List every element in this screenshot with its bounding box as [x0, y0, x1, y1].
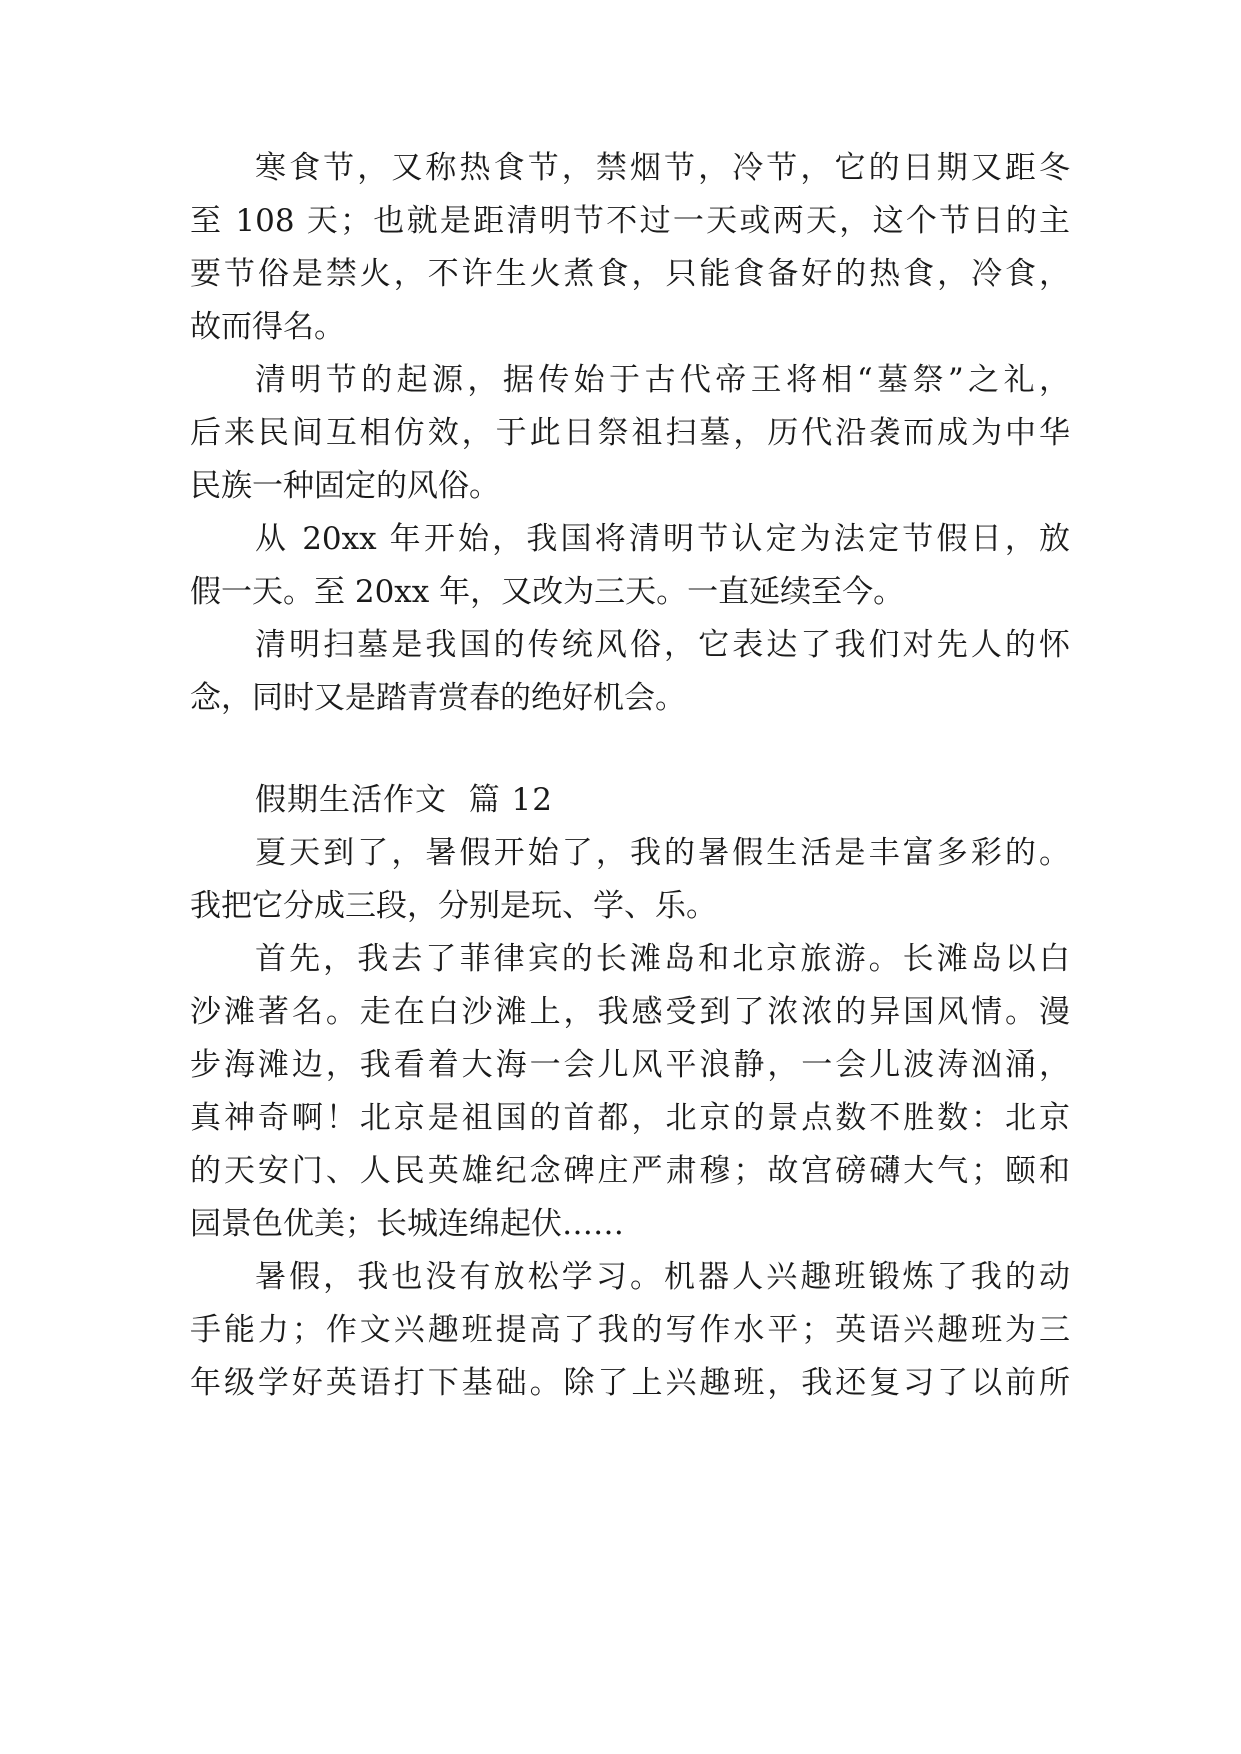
- paragraph-line: 故而得名。: [190, 309, 345, 345]
- paragraph-line: 手能力；作文兴趣班提高了我的写作水平；英语兴趣班为三: [190, 1312, 1070, 1348]
- paragraph-line: 念，同时又是踏青赏春的绝好机会。: [190, 680, 686, 716]
- paragraph-line: 民族一种固定的风俗。: [190, 468, 500, 504]
- paragraph-line: 要节俗是禁火，不许生火煮食，只能食备好的热食，冷食，: [190, 256, 1070, 292]
- section-heading: 假期生活作文 篇 12: [255, 782, 554, 818]
- paragraph-line: 寒食节，又称热食节，禁烟节，冷节，它的日期又距冬: [255, 150, 1070, 186]
- paragraph-line: 从 20xx 年开始，我国将清明节认定为法定节假日，放: [255, 521, 1070, 557]
- paragraph-line: 的天安门、人民英雄纪念碑庄严肃穆；故宫磅礴大气；颐和: [190, 1153, 1070, 1189]
- paragraph-line: 假一天。至 20xx 年，又改为三天。一直延续至今。: [190, 574, 905, 610]
- paragraph-line: 清明扫墓是我国的传统风俗，它表达了我们对先人的怀: [255, 627, 1070, 663]
- paragraph-line: 园景色优美；长城连绵起伏……: [190, 1206, 624, 1242]
- paragraph-line: 暑假，我也没有放松学习。机器人兴趣班锻炼了我的动: [255, 1259, 1070, 1295]
- paragraph-line: 沙滩著名。走在白沙滩上，我感受到了浓浓的异国风情。漫: [190, 994, 1070, 1030]
- paragraph-line: 清明节的起源，据传始于古代帝王将相“墓祭”之礼，: [255, 362, 1070, 398]
- paragraph-line: 至 108 天；也就是距清明节不过一天或两天，这个节日的主: [190, 203, 1070, 239]
- paragraph-line: 步海滩边，我看着大海一会儿风平浪静，一会儿波涛汹涌，: [190, 1047, 1070, 1083]
- paragraph-line: 夏天到了，暑假开始了，我的暑假生活是丰富多彩的。: [255, 835, 1070, 871]
- paragraph-line: 后来民间互相仿效，于此日祭祖扫墓，历代沿袭而成为中华: [190, 415, 1070, 451]
- paragraph-line: 首先，我去了菲律宾的长滩岛和北京旅游。长滩岛以白: [255, 941, 1070, 977]
- paragraph-line: 年级学好英语打下基础。除了上兴趣班，我还复习了以前所: [190, 1365, 1070, 1401]
- paragraph-line: 我把它分成三段，分别是玩、学、乐。: [190, 888, 717, 924]
- paragraph-line: 真神奇啊！北京是祖国的首都，北京的景点数不胜数：北京: [190, 1100, 1070, 1136]
